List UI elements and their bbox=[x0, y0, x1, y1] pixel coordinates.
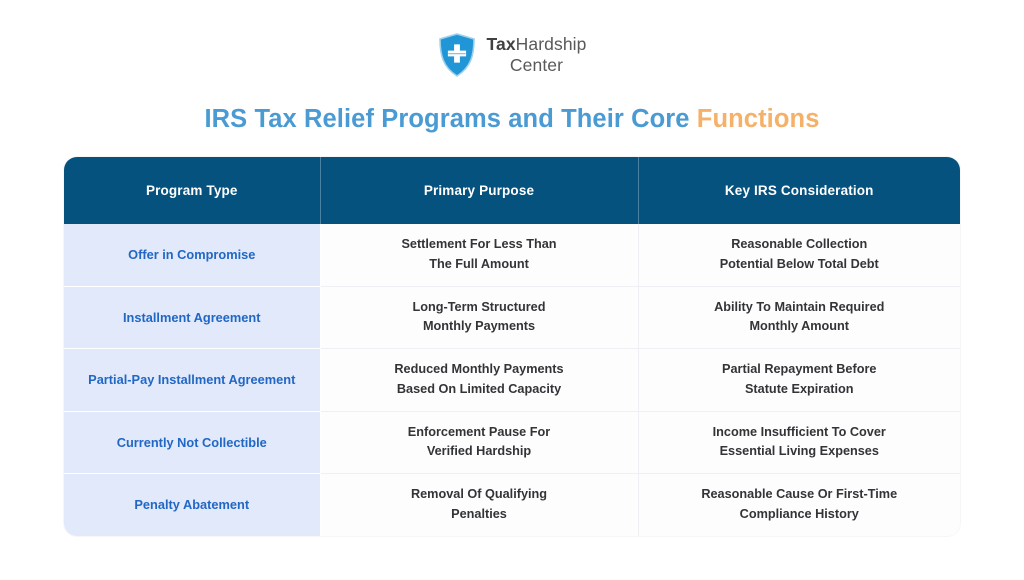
page-title bbox=[0, 105, 1024, 134]
cell-primary-purpose bbox=[320, 349, 638, 412]
cell-line: Long-Term Structured bbox=[412, 299, 546, 314]
programs-table-container bbox=[64, 157, 960, 536]
cell-program-type: Partial-Pay Installment Agreement bbox=[64, 349, 320, 412]
table-row bbox=[64, 474, 960, 536]
cell-primary-purpose bbox=[320, 286, 638, 349]
cell-key-irs-consideration bbox=[638, 224, 960, 286]
cell-line: Penalties bbox=[451, 506, 507, 521]
cell-line: The Full Amount bbox=[429, 256, 529, 271]
cell-line: Verified Hardship bbox=[426, 444, 532, 459]
column-header-primary-purpose: Primary Purpose bbox=[320, 157, 638, 224]
table-row bbox=[64, 286, 960, 349]
cell-program-type: Penalty Abatement bbox=[64, 474, 320, 536]
page-title-accent: Functions bbox=[696, 105, 820, 133]
cell-key-irs-consideration bbox=[638, 286, 960, 349]
cell-key-irs-consideration bbox=[638, 349, 960, 412]
cell-line: Ability To Maintain Required bbox=[714, 299, 885, 314]
brand-header bbox=[0, 0, 1024, 83]
brand-name-rest: Hardship bbox=[515, 33, 587, 54]
table-header bbox=[64, 157, 960, 224]
cell-program-type: Installment Agreement bbox=[64, 286, 320, 349]
programs-table bbox=[64, 157, 960, 536]
column-header-key-irs-consideration: Key IRS Consideration bbox=[638, 157, 960, 224]
cell-line: Monthly Amount bbox=[749, 319, 850, 334]
column-header-program-type: Program Type bbox=[64, 157, 320, 224]
brand-wordmark bbox=[487, 34, 587, 77]
cell-primary-purpose bbox=[320, 411, 638, 474]
cell-key-irs-consideration bbox=[638, 411, 960, 474]
brand-name-line1 bbox=[487, 34, 587, 55]
cell-line: Reduced Monthly Payments bbox=[394, 362, 564, 377]
cell-primary-purpose bbox=[320, 224, 638, 286]
cell-primary-purpose bbox=[320, 474, 638, 536]
cell-line: Reasonable Cause Or First-Time bbox=[701, 487, 898, 502]
table-row bbox=[64, 411, 960, 474]
cell-line: Settlement For Less Than bbox=[401, 237, 557, 252]
cell-line: Enforcement Pause For bbox=[407, 424, 551, 439]
table-row bbox=[64, 224, 960, 286]
cell-line: Compliance History bbox=[739, 506, 859, 521]
cell-line: Based On Limited Capacity bbox=[396, 381, 562, 396]
cell-line: Monthly Payments bbox=[422, 319, 536, 334]
page-title-main: IRS Tax Relief Programs and Their Core bbox=[204, 105, 690, 133]
cell-program-type: Currently Not Collectible bbox=[64, 411, 320, 474]
cell-line: Removal Of Qualifying bbox=[410, 487, 548, 502]
shield-plus-icon bbox=[438, 33, 476, 77]
cell-program-type: Offer in Compromise bbox=[64, 224, 320, 286]
table-body bbox=[64, 224, 960, 536]
cell-key-irs-consideration bbox=[638, 474, 960, 536]
cell-line: Statute Expiration bbox=[744, 381, 854, 396]
cell-line: Essential Living Expenses bbox=[719, 444, 879, 459]
cell-line: Partial Repayment Before bbox=[722, 362, 877, 377]
cell-line: Reasonable Collection bbox=[731, 237, 868, 252]
cell-line: Income Insufficient To Cover bbox=[712, 424, 886, 439]
brand-name-line2: Center bbox=[509, 55, 564, 75]
cell-line: Potential Below Total Debt bbox=[719, 256, 879, 271]
table-row bbox=[64, 349, 960, 412]
table-header-row bbox=[64, 157, 960, 224]
brand-name-bold: Tax bbox=[486, 33, 516, 54]
